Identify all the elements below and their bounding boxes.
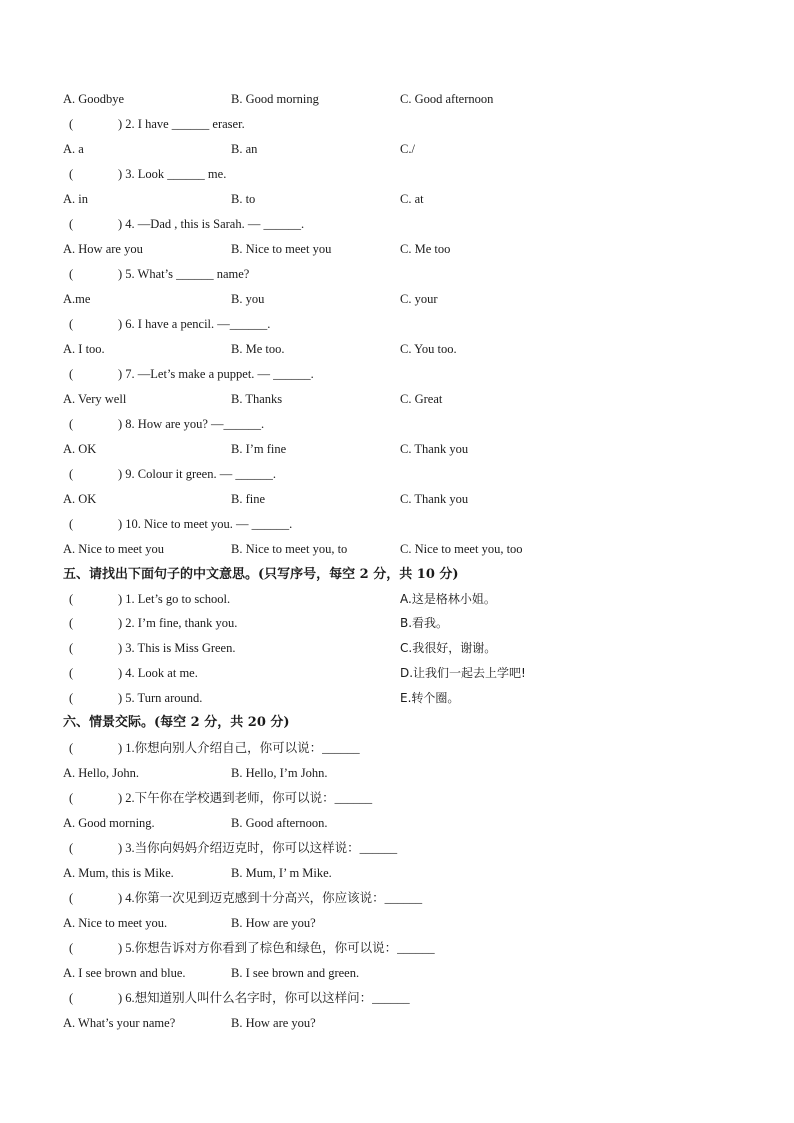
option-a: A.me xyxy=(63,292,91,306)
option-a: A. Mum, this is Mike. xyxy=(63,866,174,880)
option-b: B. you xyxy=(231,292,265,306)
question-row xyxy=(0,212,794,237)
option-b: B. I see brown and green. xyxy=(231,966,360,980)
section-heading-row xyxy=(0,562,794,587)
option-a: A. I too. xyxy=(63,342,105,356)
option-a: A. Good morning. xyxy=(63,816,155,830)
question-text: ) 4. —Dad , this is Sarah. — ______. xyxy=(118,217,305,231)
option-b: B. Mum, I’ m Mike. xyxy=(231,866,332,880)
option-b: B. Good morning xyxy=(231,92,319,106)
matching-row xyxy=(0,661,794,686)
option-a: A. OK xyxy=(63,492,97,506)
answer-blank[interactable]: ( xyxy=(69,592,74,606)
option-a: A. Nice to meet you. xyxy=(63,916,168,930)
options-row xyxy=(0,961,794,986)
answer-blank[interactable]: ( xyxy=(69,641,74,655)
question-row xyxy=(0,112,794,137)
answer-blank[interactable]: ( xyxy=(69,891,74,905)
option-c: C. You too. xyxy=(400,342,457,356)
option-a: A. a xyxy=(63,142,84,156)
option-c: C. Good afternoon xyxy=(400,92,494,106)
answer-blank[interactable]: ( xyxy=(69,991,74,1005)
option-a: A. OK xyxy=(63,442,97,456)
options-row xyxy=(0,137,794,162)
option-c: C./ xyxy=(400,142,415,156)
question-text: ) 3. This is Miss Green. xyxy=(118,641,236,655)
answer-blank[interactable]: ( xyxy=(69,417,74,431)
question-row xyxy=(0,986,794,1011)
question-text: ) 6. I have a pencil. —______. xyxy=(118,317,271,331)
question-text: ) 1.你想向别人介绍自己，你可以说：______ xyxy=(118,741,360,755)
question-row xyxy=(0,362,794,387)
option-b: B. Hello, I’m John. xyxy=(231,766,328,780)
option-b: B. Me too. xyxy=(231,342,285,356)
option-c: C. Thank you xyxy=(400,492,469,506)
option-a: A. Hello, John. xyxy=(63,766,140,780)
option-a: A. Goodbye xyxy=(63,92,125,106)
options-row xyxy=(0,237,794,262)
question-text: ) 10. Nice to meet you. — ______. xyxy=(118,517,293,531)
question-text: ) 2.下午你在学校遇到老师，你可以说：______ xyxy=(118,791,373,805)
section-heading-row xyxy=(0,710,794,735)
option-b: B. Nice to meet you, to xyxy=(231,542,348,556)
question-text: ) 4.你第一次见到迈克感到十分高兴，你应该说：______ xyxy=(118,891,423,905)
options-row xyxy=(0,537,794,562)
question-text: ) 5.你想告诉对方你看到了棕色和绿色，你可以说：______ xyxy=(118,941,435,955)
question-text: ) 4. Look at me. xyxy=(118,666,198,680)
option-b: B. How are you? xyxy=(231,916,316,930)
chinese-meaning: A.这是格林小姐。 xyxy=(400,592,496,606)
matching-row xyxy=(0,611,794,636)
matching-row xyxy=(0,636,794,661)
option-c: C. Thank you xyxy=(400,442,469,456)
options-row xyxy=(0,337,794,362)
option-a: A. Nice to meet you xyxy=(63,542,165,556)
question-text: ) 5. Turn around. xyxy=(118,691,203,705)
option-c: C. Me too xyxy=(400,242,451,256)
answer-blank[interactable]: ( xyxy=(69,167,74,181)
option-b: B. to xyxy=(231,192,256,206)
question-row xyxy=(0,162,794,187)
question-text: ) 3.当你向妈妈介绍迈克时，你可以这样说：______ xyxy=(118,841,398,855)
question-text: ) 8. How are you? —______. xyxy=(118,417,265,431)
matching-row xyxy=(0,686,794,711)
options-row xyxy=(0,761,794,786)
question-text: ) 9. Colour it green. — ______. xyxy=(118,467,276,481)
question-text: ) 2. I have ______ eraser. xyxy=(118,117,245,131)
answer-blank[interactable]: ( xyxy=(69,741,74,755)
answer-blank[interactable]: ( xyxy=(69,467,74,481)
option-a: A. I see brown and blue. xyxy=(63,966,186,980)
answer-blank[interactable]: ( xyxy=(69,367,74,381)
question-row xyxy=(0,936,794,961)
answer-blank[interactable]: ( xyxy=(69,267,74,281)
answer-blank[interactable]: ( xyxy=(69,317,74,331)
option-c: C. at xyxy=(400,192,424,206)
option-b: B. fine xyxy=(231,492,266,506)
chinese-meaning: D.让我们一起去上学吧! xyxy=(400,666,526,680)
question-text: ) 5. What’s ______ name? xyxy=(118,267,250,281)
chinese-meaning: E.转个圈。 xyxy=(400,691,460,705)
question-row xyxy=(0,512,794,537)
option-b: B. an xyxy=(231,142,258,156)
option-c: C. Great xyxy=(400,392,443,406)
chinese-meaning: B.看我。 xyxy=(400,616,449,630)
options-row xyxy=(0,811,794,836)
question-text: ) 7. —Let’s make a puppet. — ______. xyxy=(118,367,314,381)
options-row xyxy=(0,911,794,936)
question-row xyxy=(0,312,794,337)
options-row xyxy=(0,287,794,312)
answer-blank[interactable]: ( xyxy=(69,666,74,680)
question-row xyxy=(0,736,794,761)
answer-blank[interactable]: ( xyxy=(69,517,74,531)
answer-blank[interactable]: ( xyxy=(69,217,74,231)
option-a: A. What’s your name? xyxy=(63,1016,176,1030)
option-b: B. Nice to meet you xyxy=(231,242,332,256)
answer-blank[interactable]: ( xyxy=(69,841,74,855)
question-row xyxy=(0,886,794,911)
answer-blank[interactable]: ( xyxy=(69,941,74,955)
section-heading: 六、情景交际。(每空 2 分，共 20 分) xyxy=(63,715,290,730)
options-row xyxy=(0,487,794,512)
option-b: B. Good afternoon. xyxy=(231,816,328,830)
options-row xyxy=(0,187,794,212)
question-text: ) 2. I’m fine, thank you. xyxy=(118,616,238,630)
question-row xyxy=(0,836,794,861)
answer-blank[interactable]: ( xyxy=(69,616,74,630)
options-row xyxy=(0,861,794,886)
option-c: C. your xyxy=(400,292,438,306)
question-row xyxy=(0,412,794,437)
question-row xyxy=(0,462,794,487)
question-text: ) 3. Look ______ me. xyxy=(118,167,227,181)
option-a: A. Very well xyxy=(63,392,127,406)
question-text: ) 6.想知道别人叫什么名字时，你可以这样问：______ xyxy=(118,991,410,1005)
option-b: B. Thanks xyxy=(231,392,283,406)
question-text: ) 1. Let’s go to school. xyxy=(118,592,231,606)
option-c: C. Nice to meet you, too xyxy=(400,542,523,556)
option-a: A. How are you xyxy=(63,242,143,256)
option-b: B. How are you? xyxy=(231,1016,316,1030)
answer-blank[interactable]: ( xyxy=(69,791,74,805)
answer-blank[interactable]: ( xyxy=(69,117,74,131)
option-a: A. in xyxy=(63,192,88,206)
answer-blank[interactable]: ( xyxy=(69,691,74,705)
section-heading: 五、请找出下面句子的中文意思。(只写序号，每空 2 分，共 10 分) xyxy=(63,567,459,582)
question-row xyxy=(0,262,794,287)
question-row xyxy=(0,786,794,811)
options-row xyxy=(0,387,794,412)
chinese-meaning: C.我很好，谢谢。 xyxy=(400,641,497,655)
options-row xyxy=(0,437,794,462)
options-row xyxy=(0,1011,794,1036)
options-row xyxy=(0,87,794,112)
matching-row xyxy=(0,587,794,612)
option-b: B. I’m fine xyxy=(231,442,287,456)
